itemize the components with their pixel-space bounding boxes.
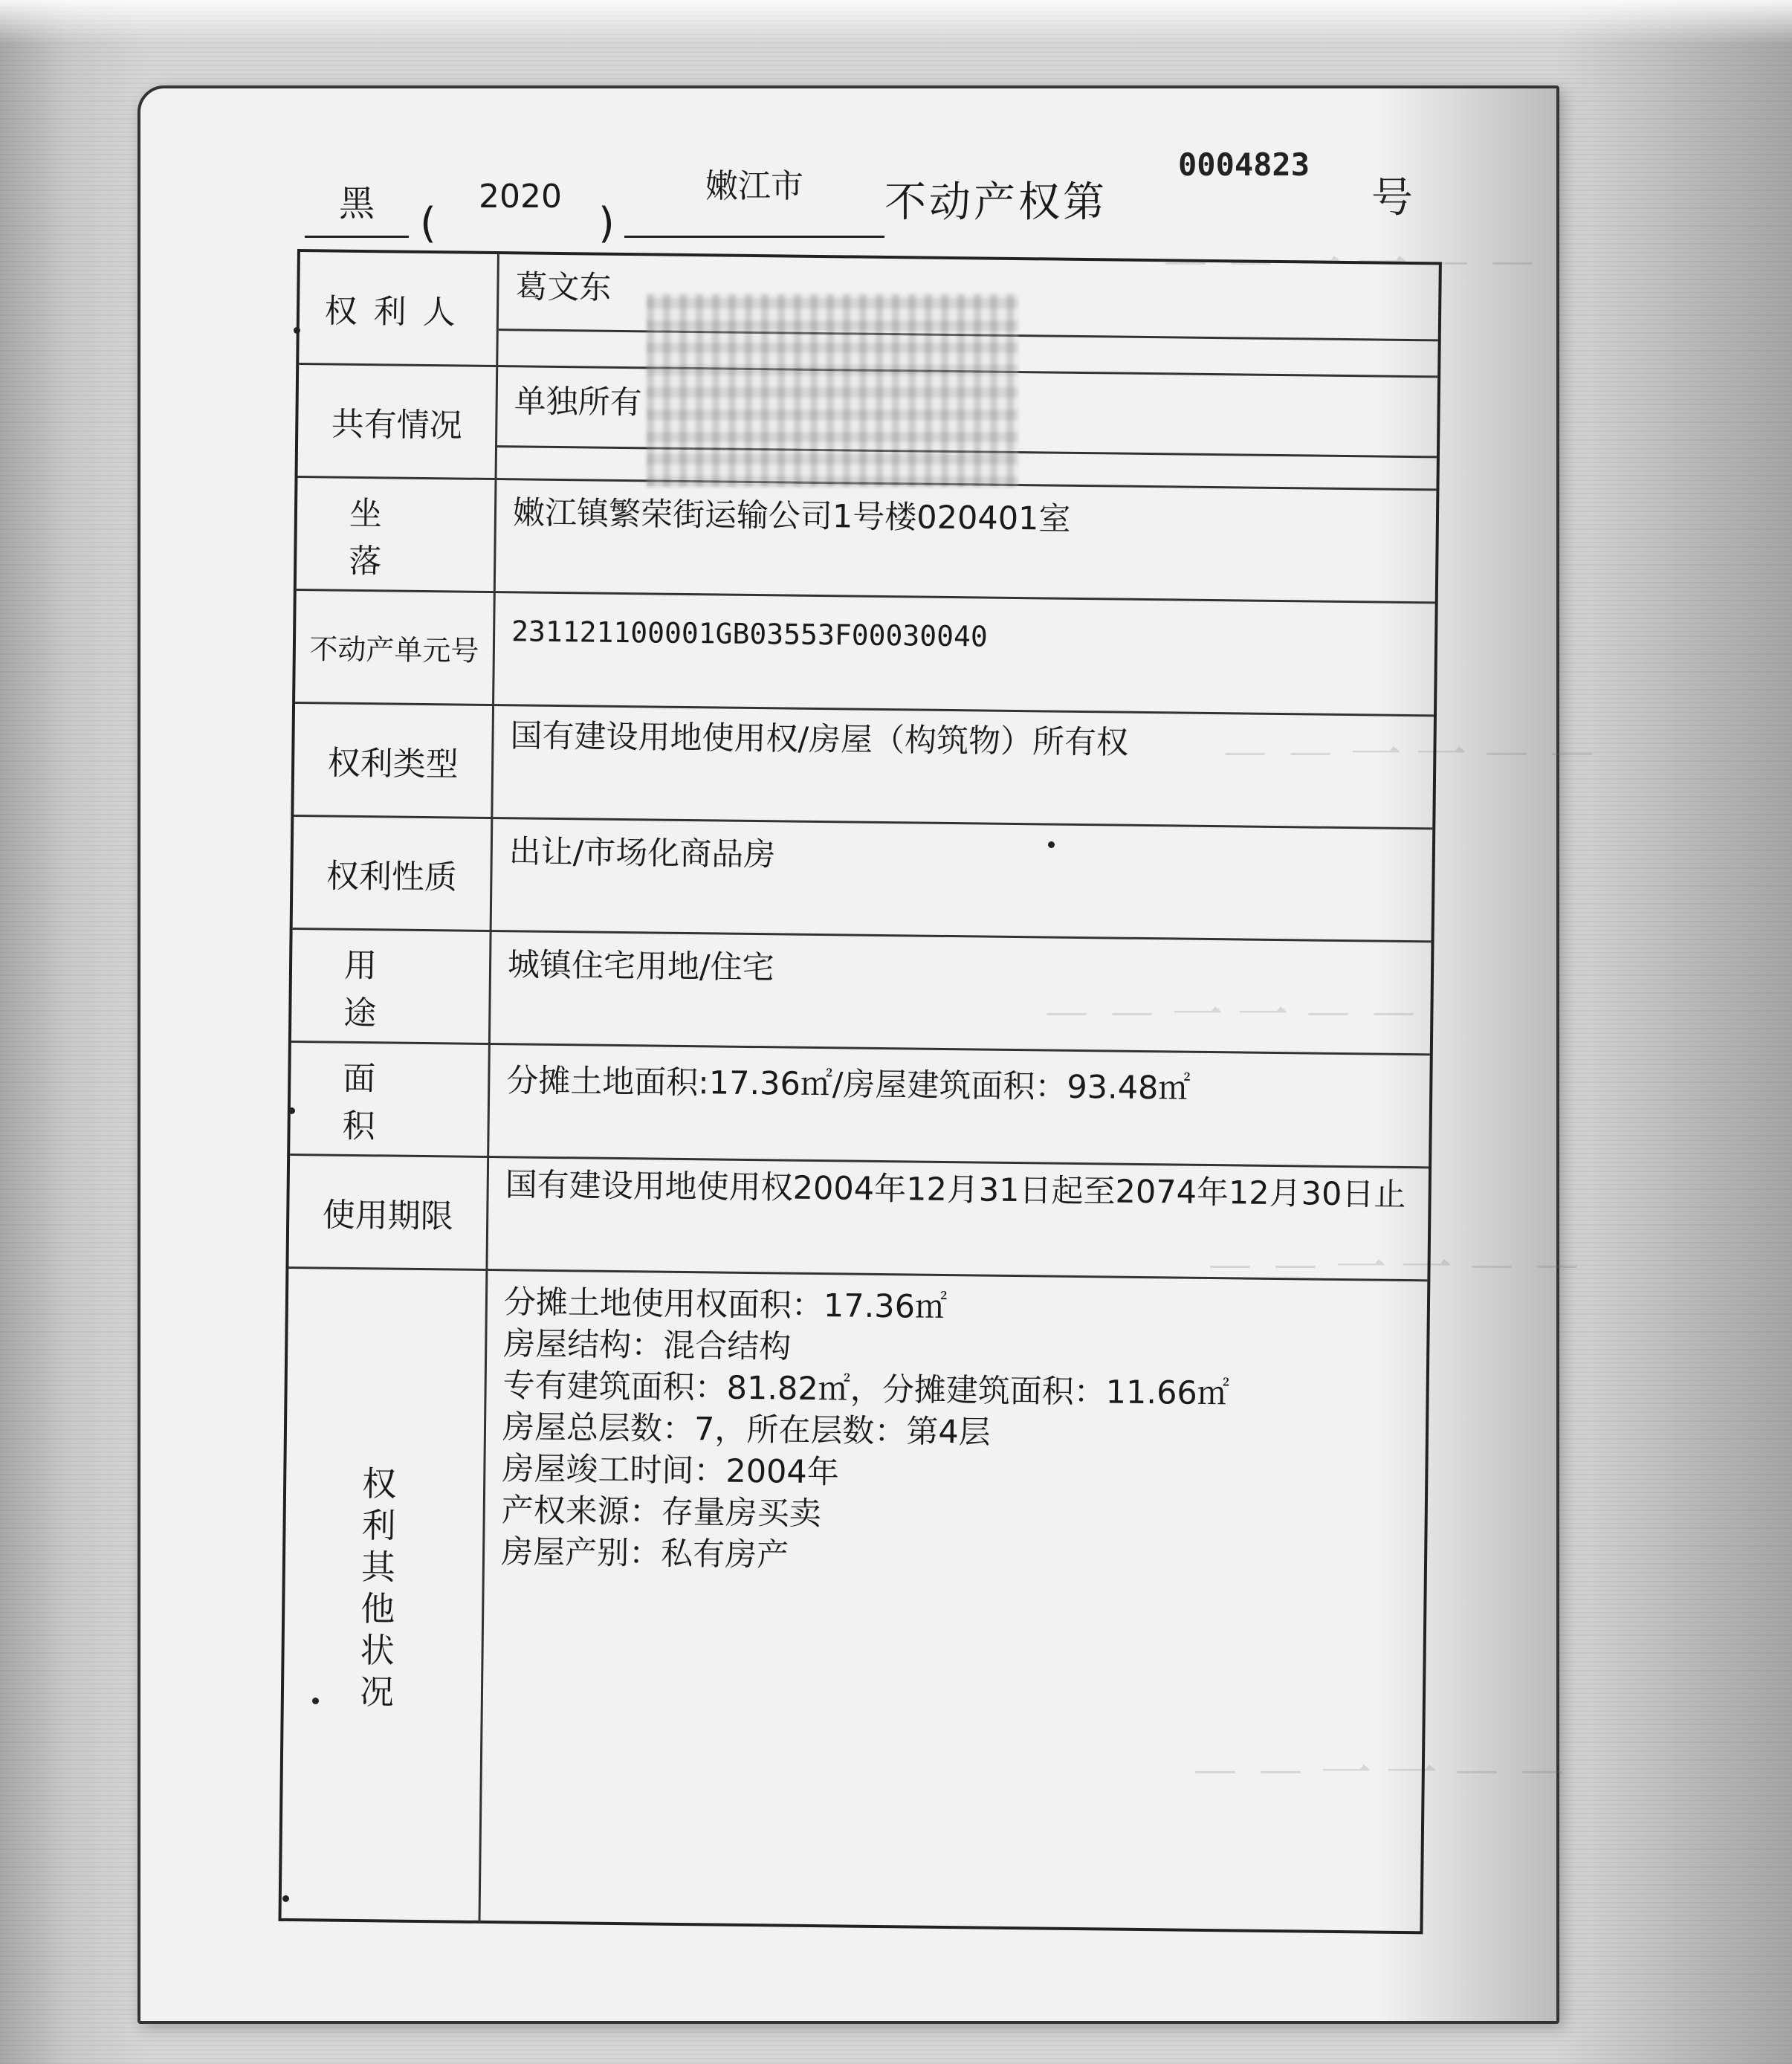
row-label xyxy=(290,1043,491,1156)
other-status-row xyxy=(281,1269,1427,1934)
punch-mark xyxy=(312,1698,319,1704)
row-value: 国有建设用地使用权/房屋（构筑物）所有权 xyxy=(510,717,1129,762)
punch-mark xyxy=(282,1895,289,1902)
year-field xyxy=(453,141,587,253)
row-label xyxy=(297,478,497,591)
row-label xyxy=(291,930,492,1043)
label-char: 况 xyxy=(359,1672,395,1712)
row-value: 葛文东 xyxy=(515,268,612,307)
row-label-text: 面积 xyxy=(342,1059,428,1146)
table-row xyxy=(297,478,1437,604)
other-line: 产权来源：存量房买卖 xyxy=(501,1492,822,1533)
table-row xyxy=(294,704,1434,829)
table-row xyxy=(290,1043,1430,1168)
punch-mark xyxy=(294,327,300,334)
bleed-through-text: －－一一－－ xyxy=(1159,234,1552,295)
row-label-text: 使用期限 xyxy=(322,1195,454,1235)
number-suffix: 号 xyxy=(1371,174,1413,222)
row-label-text: 权利类型 xyxy=(327,744,459,784)
row-label-text: 共有情况 xyxy=(331,405,463,445)
row-label-text: 坐落 xyxy=(348,494,435,581)
bleed-through-text: －－一一－－ xyxy=(1204,1238,1597,1298)
punch-mark xyxy=(288,1107,295,1114)
row-label-text: 权利人 xyxy=(324,291,472,332)
other-line: 房屋竣工时间：2004年 xyxy=(502,1450,840,1492)
scan-top-edge xyxy=(0,0,1792,45)
row-label xyxy=(298,365,499,478)
other-line: 房屋产别：私有房产 xyxy=(500,1533,789,1574)
bleed-through-text: －－一一－－ xyxy=(1041,985,1433,1046)
paren-open: ( xyxy=(420,199,436,248)
paren-close: ) xyxy=(598,199,615,248)
label-char: 其 xyxy=(360,1547,396,1588)
bleed-through-text: －－一一－－ xyxy=(1219,725,1611,786)
other-line: 房屋结构：混合结构 xyxy=(503,1325,792,1366)
city: 嫩江市 xyxy=(705,167,803,205)
province-field xyxy=(305,141,409,253)
vertical-label xyxy=(347,1463,410,1713)
other-line: 分摊土地使用权面积：17.36㎡ xyxy=(503,1284,948,1327)
year: 2020 xyxy=(479,178,562,216)
row-label xyxy=(293,817,494,930)
row-value: 城镇住宅用地/住宅 xyxy=(507,946,774,987)
label-char: 他 xyxy=(360,1588,395,1629)
table-row xyxy=(288,1156,1429,1281)
other-status-text xyxy=(501,1281,1420,1583)
row-value: 分摊土地面积:17.36㎡/房屋建筑面积：93.48㎡ xyxy=(506,1062,1191,1107)
row-label xyxy=(299,252,499,365)
row-label-text: 用途 xyxy=(343,946,430,1033)
table-row xyxy=(295,591,1435,716)
redaction-blur xyxy=(647,294,1018,487)
row-label-text: 不动产单元号 xyxy=(309,633,479,667)
row-value: 嫩江镇繁荣街运输公司1号楼020401室 xyxy=(512,494,1071,538)
table-row xyxy=(293,817,1433,942)
row-label xyxy=(295,591,496,704)
punch-mark xyxy=(1048,841,1055,848)
label-char: 权 xyxy=(361,1463,397,1504)
underline xyxy=(305,236,409,238)
row-label xyxy=(294,704,494,817)
label-char: 利 xyxy=(361,1505,396,1546)
underline xyxy=(624,236,884,238)
certificate-number: 0004823 xyxy=(1178,146,1310,183)
row-label xyxy=(288,1156,489,1269)
province: 黑 xyxy=(338,183,375,224)
table-row xyxy=(291,930,1432,1055)
bleed-through-text: －－一一－－ xyxy=(1189,1743,1582,1804)
row-label-text: 权利性质 xyxy=(326,856,458,896)
cert-title: 不动产权第 xyxy=(884,178,1107,227)
row-value: 国有建设用地使用权2004年12月31日起至2074年12月30日止 xyxy=(505,1166,1406,1214)
label-char: 状 xyxy=(360,1630,395,1671)
other-line: 专有建筑面积：81.82㎡，分摊建筑面积：11.66㎡ xyxy=(502,1367,1230,1413)
other-line: 房屋总层数：7，所在层数：第4层 xyxy=(502,1408,991,1452)
row-value: 单独所有 xyxy=(514,383,642,422)
property-table xyxy=(278,249,1441,1934)
row-value: 231121100001GB03553F00030040 xyxy=(511,615,988,653)
row-value: 出让/市场化商品房 xyxy=(508,833,776,874)
other-status-label xyxy=(281,1269,488,1924)
city-field xyxy=(624,141,884,253)
